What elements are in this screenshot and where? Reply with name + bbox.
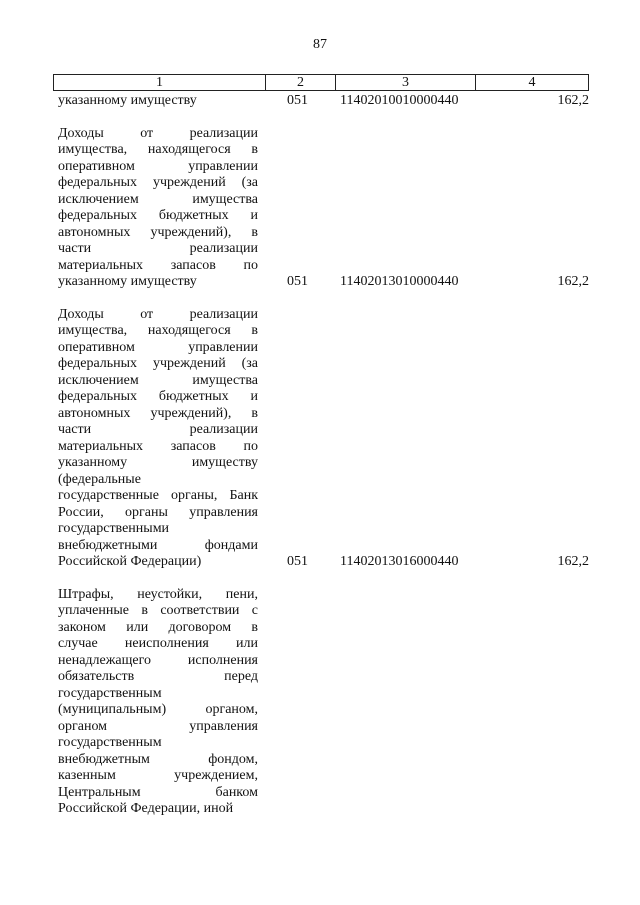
- row-name-line: оперативном управлении: [58, 339, 258, 355]
- table-body: [0, 93, 640, 818]
- row-name: [58, 307, 258, 571]
- row-name-line: указанному имуществу: [58, 455, 258, 470]
- row-name-line: Центральным банком: [58, 784, 258, 800]
- row-name-line: материальных запасов по: [58, 438, 258, 454]
- row-name-line: Российской Федерации): [58, 554, 202, 569]
- row-name-line: исключением имущества: [58, 372, 258, 388]
- row-name-line: указанному имуществу: [58, 274, 197, 289]
- row-budget-code: 11402013010000440: [340, 274, 459, 289]
- table-row: [0, 307, 640, 571]
- column-header-3: 3: [336, 75, 476, 90]
- column-header-2: 2: [266, 75, 336, 90]
- row-admin-code: 051: [287, 554, 308, 569]
- row-amount: 162,2: [557, 93, 589, 108]
- row-amount: 162,2: [557, 274, 589, 289]
- row-budget-code: 11402013016000440: [340, 554, 459, 569]
- row-budget-code: 11402010010000440: [340, 93, 459, 108]
- row-name-line: автономных учреждений), в: [58, 405, 258, 421]
- row-name-line: органом управления: [58, 718, 258, 734]
- row-name-line: Доходы от реализации: [58, 306, 258, 322]
- row-name-line: казенным учреждением,: [58, 768, 258, 783]
- row-name-line: федеральных бюджетных и: [58, 389, 258, 404]
- row-name: [58, 587, 258, 818]
- row-name: [58, 93, 258, 110]
- row-admin-code: 051: [287, 93, 308, 108]
- row-name-line: (федеральные: [58, 471, 141, 487]
- row-name-line: уплаченные в соответствии с: [58, 603, 258, 618]
- row-name-line: материальных запасов по: [58, 257, 258, 273]
- row-name-line: Российской Федерации, иной: [58, 801, 234, 816]
- row-name: [58, 126, 258, 291]
- row-name-line: государственные органы, Банк: [58, 488, 258, 503]
- row-name-line: части реализации: [58, 422, 258, 437]
- row-name-line: обязательств перед: [58, 669, 258, 684]
- table-row: [0, 587, 640, 818]
- row-amount: 162,2: [557, 554, 589, 569]
- table-row: [0, 126, 640, 291]
- column-header-4: 4: [528, 75, 536, 90]
- row-name-line: случае неисполнения или: [58, 636, 258, 651]
- row-name-line: России, органы управления: [58, 504, 258, 520]
- row-name-line: федеральных учреждений (за: [58, 175, 258, 190]
- row-name-line: внебюджетным фондом,: [58, 751, 258, 767]
- row-gap: [0, 571, 640, 587]
- page-number: 87: [313, 37, 327, 52]
- row-admin-code: 051: [287, 274, 308, 289]
- row-name-line: ненадлежащего исполнения: [58, 652, 258, 668]
- row-name-line: оперативном управлении: [58, 158, 258, 174]
- row-name-line: (муниципальным) органом,: [58, 702, 258, 717]
- row-name-line: законом или договором в: [58, 619, 258, 635]
- row-name-line: автономных учреждений), в: [58, 224, 258, 240]
- row-name-line: государственным: [58, 735, 162, 750]
- row-name-line: государственными: [58, 521, 170, 536]
- row-name-line: федеральных бюджетных и: [58, 208, 258, 223]
- row-name-line: Штрафы, неустойки, пени,: [58, 586, 258, 602]
- row-name-line: указанному имуществу: [58, 93, 197, 108]
- row-name-line: внебюджетными фондами: [58, 537, 258, 553]
- column-header-1: 1: [54, 75, 266, 90]
- row-gap: [0, 291, 640, 307]
- row-name-line: имущества, находящегося в: [58, 323, 258, 338]
- row-name-line: исключением имущества: [58, 191, 258, 207]
- row-name-line: федеральных учреждений (за: [58, 356, 258, 371]
- table-row: [0, 93, 640, 110]
- row-name-line: Доходы от реализации: [58, 125, 258, 141]
- row-gap: [0, 110, 640, 126]
- row-name-line: части реализации: [58, 241, 258, 256]
- table-header: [53, 74, 589, 91]
- row-name-line: имущества, находящегося в: [58, 142, 258, 157]
- row-name-line: государственным: [58, 685, 162, 701]
